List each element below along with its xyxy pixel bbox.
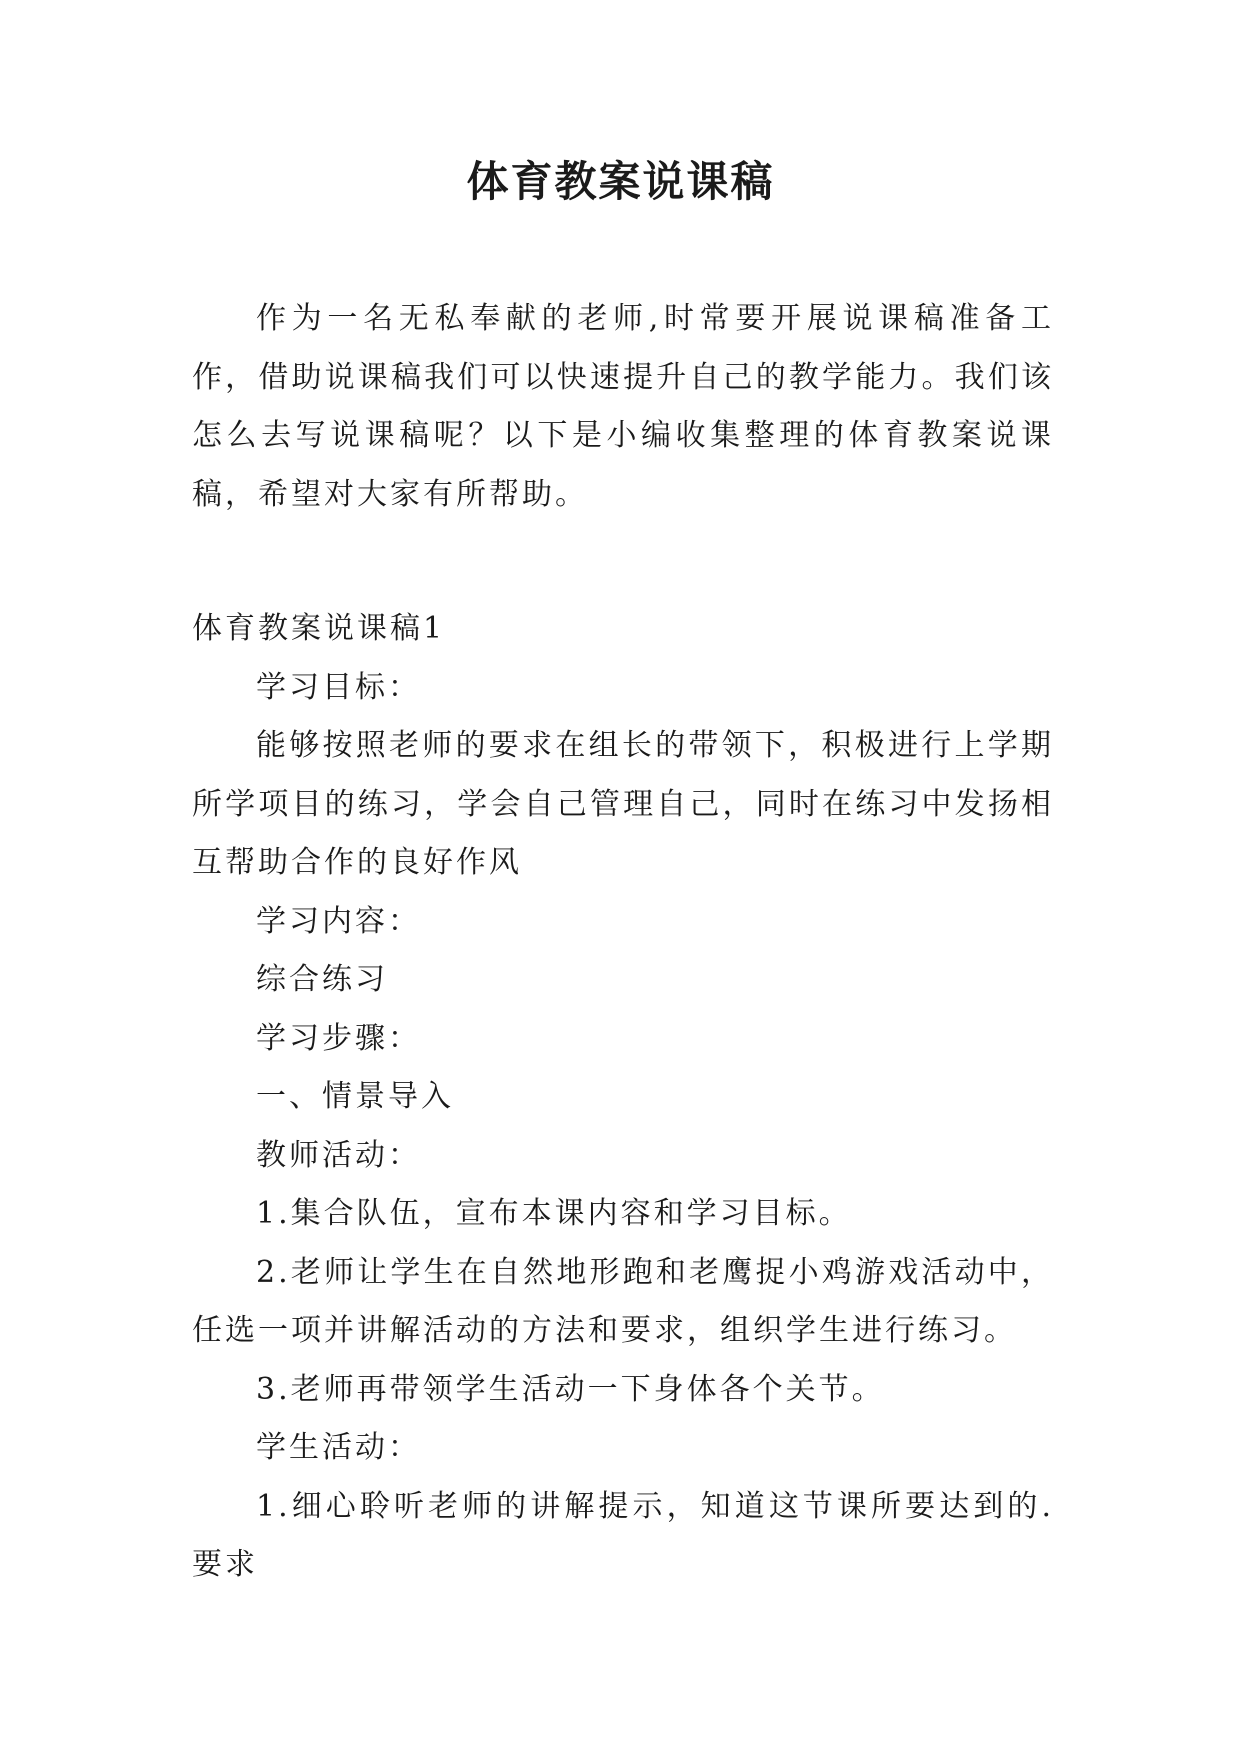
- paragraph: 学生活动：: [256, 1430, 421, 1465]
- paragraph: 2.老师让学生在自然地形跑和老鹰捉小鸡游戏活动中，任选一项并讲解活动的方法和要求，组织学生进行练习。: [192, 1254, 1054, 1348]
- intro-paragraph: 作为一名无私奉献的老师,时常要开展说课稿准备工作，借助说课稿我们可以快速提升自己的教学能力。我们该怎么去写说课稿呢？以下是小编收集整理的体育教案说课稿，希望对大家有所帮助。: [192, 301, 1054, 512]
- paragraph: 教师活动：: [256, 1137, 421, 1173]
- document-title: 体育教案说课稿: [466, 157, 775, 206]
- paragraph: 学习内容：: [256, 903, 421, 939]
- paragraph: 综合练习: [256, 962, 388, 997]
- paragraph: 学习目标：: [256, 669, 421, 705]
- paragraph: 3.老师再带领学生活动一下身体各个关节。: [256, 1371, 885, 1407]
- paragraph: 一、情景导入: [256, 1079, 454, 1114]
- paragraph: 学习步骤：: [256, 1020, 421, 1056]
- section-heading: 体育教案说课稿1: [192, 611, 446, 646]
- paragraph: 1.集合队伍，宣布本课内容和学习目标。: [256, 1196, 852, 1231]
- paragraph: 1.细心聆听老师的讲解提示，知道这节课所要达到的.要求: [192, 1488, 1054, 1582]
- lesson-content: [192, 600, 1054, 1595]
- document-body: [192, 290, 1054, 1595]
- paragraph: 能够按照老师的要求在组长的带领下，积极进行上学期所学项目的练习，学会自己管理自己，同时在练习中发扬相互帮助合作的良好作风: [192, 728, 1054, 880]
